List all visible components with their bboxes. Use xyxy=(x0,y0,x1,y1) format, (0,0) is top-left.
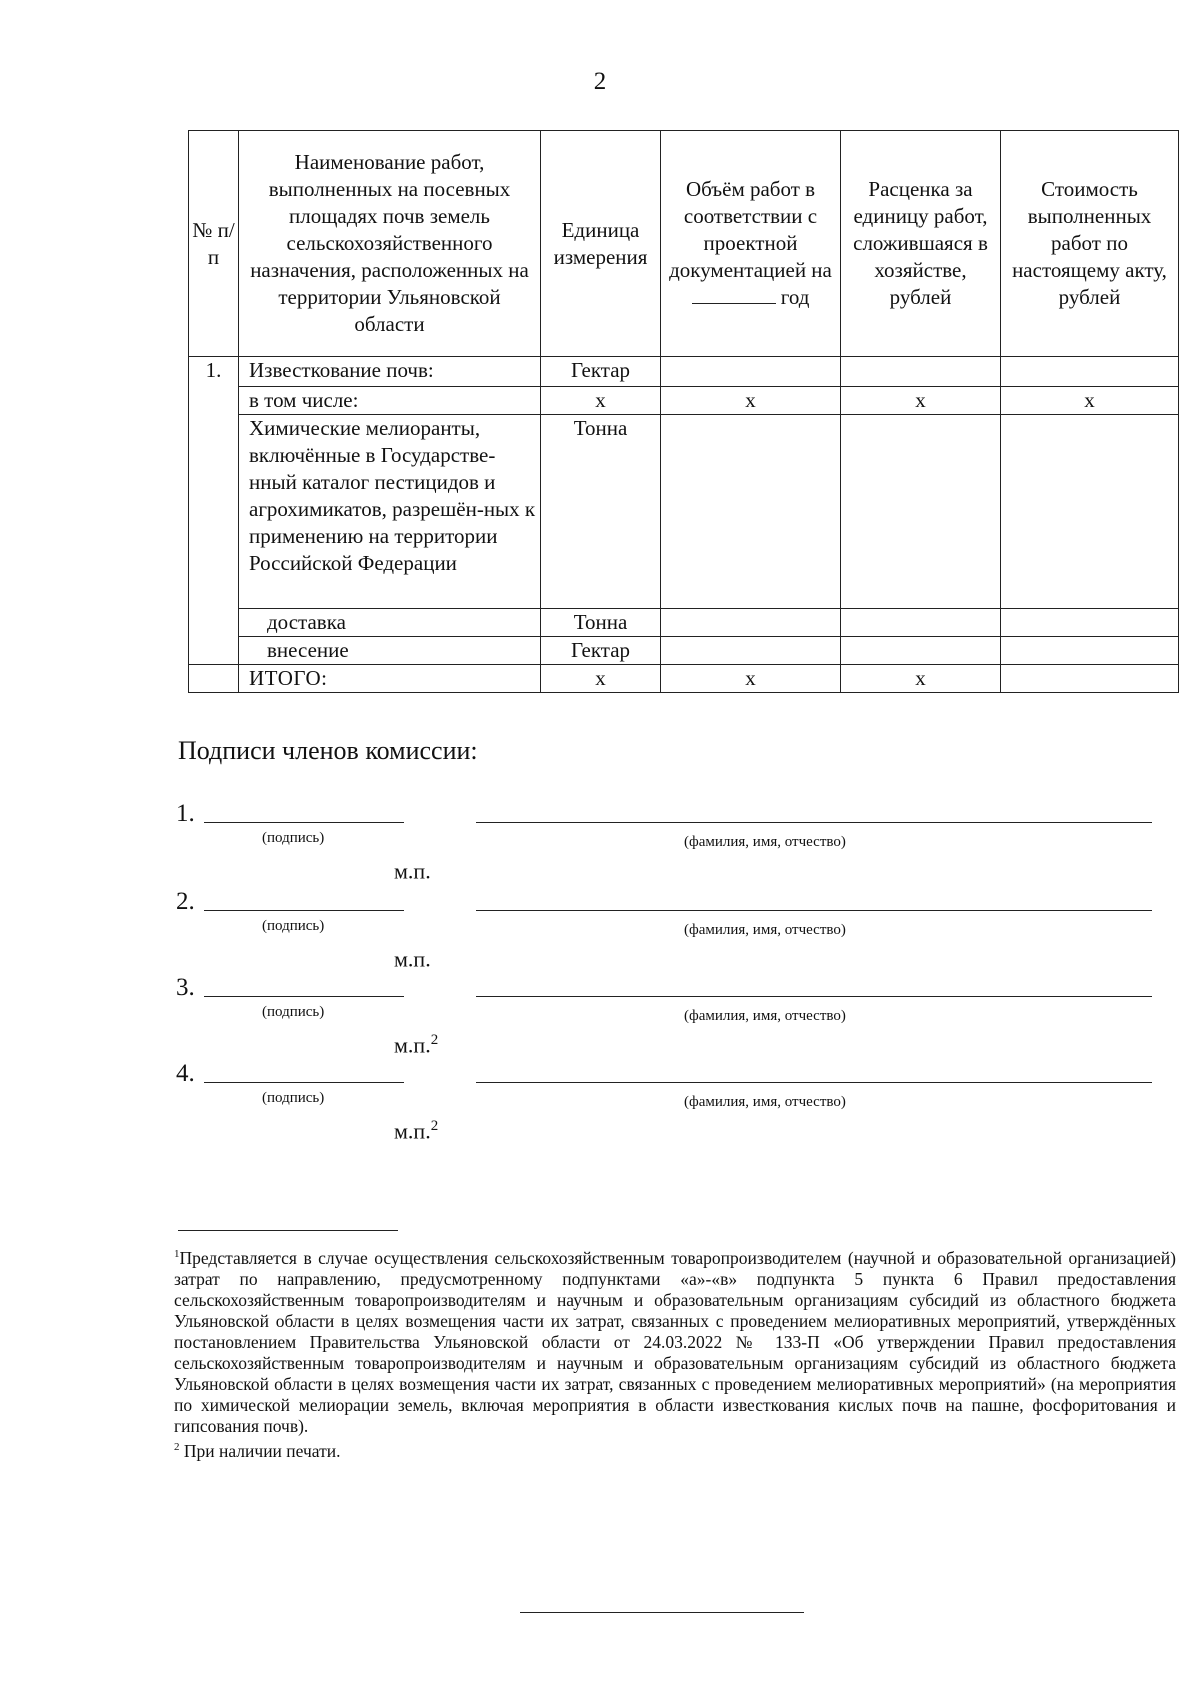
row-name: ИТОГО: xyxy=(239,665,541,693)
row-num xyxy=(189,665,239,693)
row-name: внесение xyxy=(239,637,541,665)
signature-caption: (подпись) xyxy=(262,1090,325,1106)
header-num: № п/п xyxy=(189,131,239,357)
header-rate: Расценка за единицу работ, сложившаяся в хозяйстве, рублей xyxy=(841,131,1001,357)
footnote-1 xyxy=(174,1244,1176,1437)
header-cost: Стоимость выполненных работ по настоящему акту, рублей xyxy=(1001,131,1179,357)
row-unit: Тонна xyxy=(541,415,661,609)
stamp-text: м.п. xyxy=(394,1118,431,1144)
name-line xyxy=(476,1082,1152,1083)
stamp-footnote-mark: 2 xyxy=(430,1118,439,1134)
row-cost: x xyxy=(1001,387,1179,415)
signature-line xyxy=(204,910,404,911)
row-rate: x xyxy=(841,665,1001,693)
stamp-label xyxy=(394,858,431,884)
signatures-heading: Подписи членов комиссии: xyxy=(178,736,478,765)
signature-row xyxy=(176,1060,1176,1148)
table-row xyxy=(189,387,1179,415)
footnote-1-text: Представляется в случае осуществления сельскохозяйственным товаропроизводителем (научной и образовательной организацией) затрат по направлению, предусмотренному подпунктами «а»-«в» подпункта 5 пункта 6 Правил предоставления сельскохозяйственным товаропроизводителям и научным и образовательным организациям субсидий из областного бюджета Ульяновской области в целях возмещения части их затрат, связанных с проведением мелиоративных мероприятий, утверждённых постановлением Правительства Ульяновской области от 24.03.2022 № 133-П «Об утверждении Правил предоставления сельскохозяйственным товаропроизводителям и научным и образовательным организациям субсидий из областного бюджета Ульяновской области в целях возмещения части их затрат, связанных с проведением мелиоративных мероприятий» (на мероприятия по химической мелиорации земель, включая мероприятия в области известкования кислых почв на пашне, фосфоритования и гипсования почв). xyxy=(174,1247,1176,1436)
row-cost xyxy=(1001,637,1179,665)
row-unit: Тонна xyxy=(541,609,661,637)
row-name: Известкование почв: xyxy=(239,357,541,387)
row-volume xyxy=(661,357,841,387)
stamp-label xyxy=(394,1118,438,1144)
row-name: Химические мелиоранты, включённые в Государстве-нный каталог пестицидов и агрохимикатов, разрешён-ных к применению на территории Российской Федерации xyxy=(239,415,541,609)
table-row xyxy=(189,415,1179,609)
footnote-2-text: При наличии печати. xyxy=(179,1440,341,1461)
row-unit: Гектар xyxy=(541,357,661,387)
row-unit: x xyxy=(541,387,661,415)
footnotes xyxy=(174,1244,1176,1462)
signature-line xyxy=(204,822,404,823)
row-volume xyxy=(661,609,841,637)
table-row xyxy=(189,357,1179,387)
table-row xyxy=(189,609,1179,637)
name-caption: (фамилия, имя, отчество) xyxy=(684,834,846,850)
name-caption: (фамилия, имя, отчество) xyxy=(684,1094,846,1110)
row-rate xyxy=(841,609,1001,637)
row-name: в том числе: xyxy=(239,387,541,415)
table-header-row xyxy=(189,131,1179,357)
row-cost xyxy=(1001,357,1179,387)
row-cost xyxy=(1001,415,1179,609)
header-name: Наименование работ, выполненных на посевных площадях почв земель сельскохозяйственного назначения, расположенных на территории Ульяновской области xyxy=(239,131,541,357)
page-number: 2 xyxy=(593,68,607,95)
stamp-label xyxy=(394,946,431,972)
row-cost xyxy=(1001,665,1179,693)
row-rate xyxy=(841,415,1001,609)
name-line xyxy=(476,910,1152,911)
stamp-text: м.п. xyxy=(394,1032,431,1058)
row-rate xyxy=(841,637,1001,665)
signature-caption: (подпись) xyxy=(262,830,325,846)
name-line xyxy=(476,996,1152,997)
stamp-text: м.п. xyxy=(394,858,431,884)
stamp-footnote-mark: 2 xyxy=(430,1032,439,1048)
header-volume-suffix: год xyxy=(780,285,810,309)
footnote-separator xyxy=(178,1230,398,1231)
row-unit: Гектар xyxy=(541,637,661,665)
row-cost xyxy=(1001,609,1179,637)
signature-line xyxy=(204,996,404,997)
table-total-row xyxy=(189,665,1179,693)
signature-row xyxy=(176,974,1176,1062)
name-line xyxy=(476,822,1152,823)
signature-row xyxy=(176,800,1176,888)
signature-line xyxy=(204,1082,404,1083)
row-name: доставка xyxy=(239,609,541,637)
signature-caption: (подпись) xyxy=(262,918,325,934)
header-volume xyxy=(661,131,841,357)
signature-caption: (подпись) xyxy=(262,1004,325,1020)
row-rate xyxy=(841,357,1001,387)
header-volume-prefix: Объём работ в соответствии с проектной документацией на xyxy=(669,177,832,282)
table-row xyxy=(189,637,1179,665)
signature-number: 4. xyxy=(176,1060,195,1087)
stamp-text: м.п. xyxy=(394,946,431,972)
signature-number: 2. xyxy=(176,888,195,915)
row-num: 1. xyxy=(189,357,239,665)
footnote-2-mark: 2 xyxy=(174,1440,180,1453)
row-volume: x xyxy=(661,387,841,415)
signature-number: 1. xyxy=(176,800,195,827)
footnote-1-mark: 1 xyxy=(174,1248,180,1260)
signature-number: 3. xyxy=(176,974,195,1001)
row-rate: x xyxy=(841,387,1001,415)
row-volume: x xyxy=(661,665,841,693)
signature-row xyxy=(176,888,1176,976)
name-caption: (фамилия, имя, отчество) xyxy=(684,1008,846,1024)
stamp-label xyxy=(394,1032,438,1058)
row-volume xyxy=(661,415,841,609)
footnote-2 xyxy=(174,1437,1176,1462)
row-volume xyxy=(661,637,841,665)
works-table xyxy=(188,130,1179,693)
year-blank xyxy=(692,285,776,304)
end-of-document-line xyxy=(520,1612,804,1613)
row-unit: x xyxy=(541,665,661,693)
name-caption: (фамилия, имя, отчество) xyxy=(684,922,846,938)
header-unit: Единица измерения xyxy=(541,131,661,357)
